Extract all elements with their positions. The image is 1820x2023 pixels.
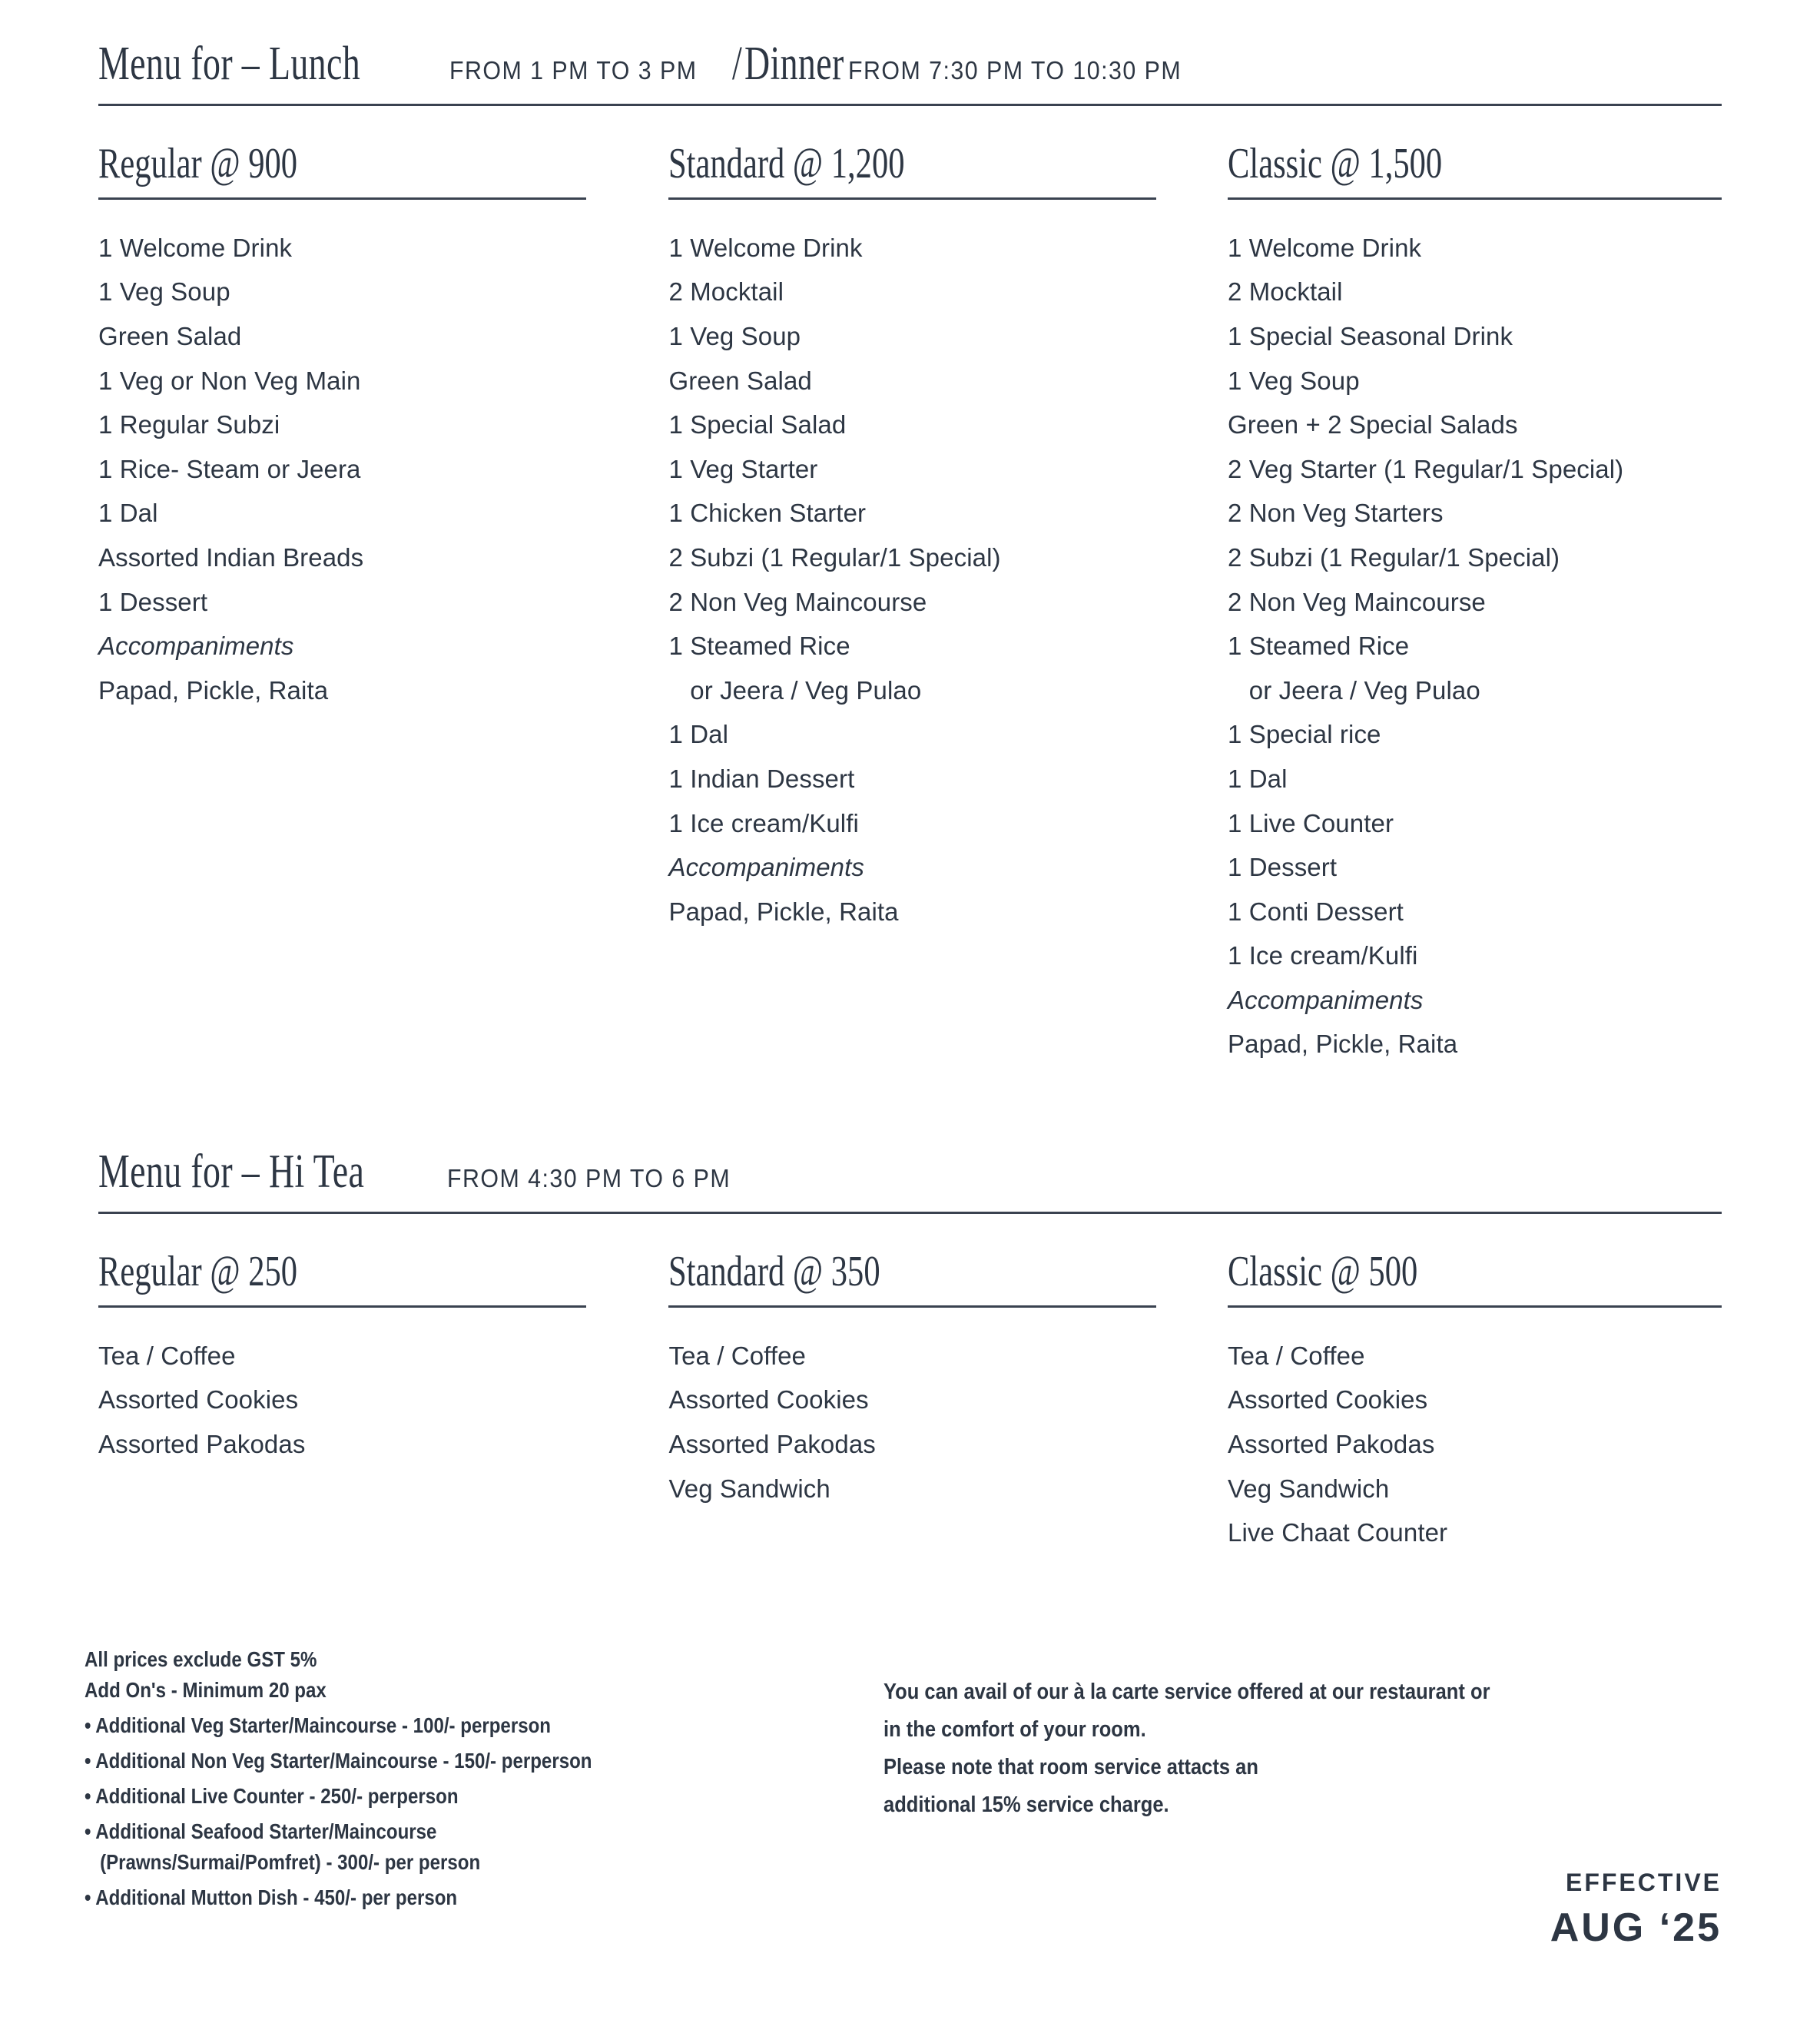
menu-item: 1 Veg or Non Veg Main bbox=[98, 366, 361, 395]
menu-item: 1 Conti Dessert bbox=[1228, 897, 1404, 926]
hi-tea-title-regular: Regular @ 250 bbox=[98, 1248, 298, 1295]
footnotes-right bbox=[883, 1644, 1722, 1952]
menu-item: 2 Non Veg Maincourse bbox=[668, 587, 927, 616]
hi-tea-column-regular bbox=[98, 1249, 668, 1555]
effective-badge bbox=[883, 1867, 1722, 1952]
hi-tea-section bbox=[98, 1145, 1722, 1555]
menu-item: Veg Sandwich bbox=[668, 1474, 830, 1503]
menu-item: 1 Steamed Rice bbox=[668, 632, 850, 661]
menu-item: 2 Veg Starter (1 Regular/1 Special) bbox=[1228, 454, 1624, 483]
footnote-line: • Additional Non Veg Starter/Maincourse - 150/- perperson bbox=[85, 1749, 592, 1773]
menu-item: Green Salad bbox=[98, 321, 242, 350]
section-divider bbox=[98, 1212, 1722, 1214]
menu-item: Live Chaat Counter bbox=[1228, 1518, 1448, 1547]
tier-divider bbox=[668, 197, 1156, 200]
dinner-heading-script: Dinner bbox=[744, 38, 844, 90]
menu-item: 2 Non Veg Starters bbox=[1228, 499, 1444, 528]
menu-item: 2 Subzi (1 Regular/1 Special) bbox=[668, 542, 1001, 572]
menu-item: 1 Dessert bbox=[98, 587, 208, 616]
menu-item: 1 Dal bbox=[668, 720, 729, 749]
tier-items-classic bbox=[1228, 226, 1722, 1066]
menu-item: 1 Rice- Steam or Jeera bbox=[98, 454, 361, 483]
footnote-line: All prices exclude GST 5% bbox=[85, 1647, 317, 1671]
tier-column-classic bbox=[1228, 141, 1722, 1066]
menu-item: 2 Mocktail bbox=[1228, 277, 1343, 307]
menu-item: Assorted Pakodas bbox=[98, 1429, 306, 1458]
menu-item: 1 Steamed Rice bbox=[1228, 632, 1410, 661]
menu-item: Assorted Cookies bbox=[668, 1385, 869, 1414]
hi-tea-title-standard: Standard @ 350 bbox=[668, 1248, 881, 1295]
effective-value: AUG ‘25 bbox=[1550, 1905, 1722, 1950]
menu-item: 1 Welcome Drink bbox=[98, 233, 293, 262]
section-divider bbox=[98, 104, 1722, 106]
footnote-line: • Additional Mutton Dish - 450/- per person bbox=[85, 1885, 458, 1909]
menu-item: Assorted Pakodas bbox=[668, 1429, 876, 1458]
lunch-dinner-heading bbox=[98, 37, 1722, 91]
lunch-heading-script: Menu for – Lunch bbox=[98, 38, 361, 90]
menu-item: Tea / Coffee bbox=[98, 1341, 236, 1370]
hi-tea-items-standard bbox=[668, 1334, 1228, 1511]
tier-divider bbox=[98, 197, 586, 200]
menu-item: Assorted Indian Breads bbox=[98, 542, 364, 572]
menu-item-accompaniments: Accompaniments bbox=[1228, 985, 1424, 1014]
hi-tea-column-standard bbox=[668, 1249, 1228, 1555]
menu-item: 1 Chicken Starter bbox=[668, 499, 867, 528]
hi-tea-items-regular bbox=[98, 1334, 668, 1467]
tier-column-standard bbox=[668, 141, 1228, 1066]
menu-item: Assorted Cookies bbox=[1228, 1385, 1428, 1414]
menu-item: 2 Mocktail bbox=[668, 277, 784, 307]
service-note-line: additional 15% service charge. bbox=[883, 1793, 1169, 1817]
footnotes bbox=[85, 1644, 1722, 1952]
menu-item: 1 Special Seasonal Drink bbox=[1228, 321, 1513, 350]
hi-tea-heading bbox=[98, 1145, 1722, 1199]
menu-item: 1 Regular Subzi bbox=[98, 410, 280, 439]
menu-item: Veg Sandwich bbox=[1228, 1474, 1390, 1503]
footnote-line: Add On's - Minimum 20 pax bbox=[85, 1678, 327, 1702]
menu-item-accompaniments: Accompaniments bbox=[98, 632, 294, 661]
menu-item: 1 Dal bbox=[98, 499, 158, 528]
menu-item: 1 Special Salad bbox=[668, 410, 847, 439]
menu-item: Tea / Coffee bbox=[1228, 1341, 1365, 1370]
hi-tea-items-classic bbox=[1228, 1334, 1722, 1555]
hi-tea-heading-script: Menu for – Hi Tea bbox=[98, 1146, 365, 1198]
menu-item: 1 Indian Dessert bbox=[668, 764, 855, 793]
footnote-line: (Prawns/Surmai/Pomfret) - 300/- per person bbox=[85, 1850, 481, 1874]
service-note-line: You can avail of our à la carte service offered at our restaurant or bbox=[883, 1680, 1490, 1704]
effective-label: EFFECTIVE bbox=[1565, 1869, 1722, 1896]
tier-column-regular bbox=[98, 141, 668, 1066]
menu-item: 1 Veg Soup bbox=[1228, 366, 1360, 395]
menu-item: Papad, Pickle, Raita bbox=[1228, 1030, 1458, 1059]
menu-item-continuation: or Jeera / Veg Pulao bbox=[1228, 675, 1480, 705]
menu-item: 1 Dal bbox=[1228, 764, 1288, 793]
footnote-line: • Additional Live Counter - 250/- perperson bbox=[85, 1784, 459, 1808]
hi-tea-title-classic: Classic @ 500 bbox=[1228, 1248, 1418, 1295]
lunch-dinner-section bbox=[98, 37, 1722, 1066]
menu-item: 1 Veg Soup bbox=[668, 321, 801, 350]
menu-item: 1 Welcome Drink bbox=[668, 233, 863, 262]
tier-items-regular bbox=[98, 226, 668, 713]
tier-title-classic: Classic @ 1,500 bbox=[1228, 140, 1443, 187]
hi-tea-column-classic bbox=[1228, 1249, 1722, 1555]
tier-divider bbox=[668, 1305, 1156, 1308]
menu-item: 1 Veg Starter bbox=[668, 454, 818, 483]
footnote-line: • Additional Veg Starter/Maincourse - 100/- perperson bbox=[85, 1713, 552, 1737]
hi-tea-tiers bbox=[98, 1249, 1722, 1555]
menu-item: Assorted Cookies bbox=[98, 1385, 299, 1414]
menu-item: Green Salad bbox=[668, 366, 812, 395]
menu-item: Papad, Pickle, Raita bbox=[668, 897, 899, 926]
lunch-heading-time: FROM 1 PM TO 3 PM bbox=[449, 56, 698, 85]
menu-item: 1 Ice cream/Kulfi bbox=[668, 808, 859, 837]
menu-item: 2 Non Veg Maincourse bbox=[1228, 587, 1486, 616]
hi-tea-heading-time: FROM 4:30 PM TO 6 PM bbox=[446, 1164, 731, 1192]
menu-item-continuation: or Jeera / Veg Pulao bbox=[668, 675, 922, 705]
service-note-line: Please note that room service attacts an bbox=[883, 1755, 1258, 1779]
menu-item: 2 Subzi (1 Regular/1 Special) bbox=[1228, 542, 1560, 572]
footnote-line: • Additional Seafood Starter/Maincourse bbox=[85, 1819, 437, 1843]
tier-divider bbox=[98, 1305, 586, 1308]
tier-title-standard: Standard @ 1,200 bbox=[668, 140, 905, 187]
menu-item: 1 Ice cream/Kulfi bbox=[1228, 941, 1418, 970]
tier-divider bbox=[1228, 1305, 1722, 1308]
menu-item: 1 Veg Soup bbox=[98, 277, 230, 307]
menu-item: Tea / Coffee bbox=[668, 1341, 807, 1370]
menu-item: 1 Welcome Drink bbox=[1228, 233, 1422, 262]
tier-divider bbox=[1228, 197, 1722, 200]
tier-title-regular: Regular @ 900 bbox=[98, 140, 298, 187]
menu-item: 1 Special rice bbox=[1228, 720, 1381, 749]
dinner-heading-time: FROM 7:30 PM TO 10:30 PM bbox=[848, 56, 1182, 85]
menu-item: 1 Live Counter bbox=[1228, 808, 1394, 837]
service-note-line: in the comfort of your room. bbox=[883, 1717, 1146, 1742]
lunch-dinner-tiers bbox=[98, 141, 1722, 1066]
menu-item: 1 Dessert bbox=[1228, 853, 1338, 882]
tier-items-standard bbox=[668, 226, 1228, 934]
menu-item: Papad, Pickle, Raita bbox=[98, 675, 329, 705]
heading-separator: / bbox=[732, 38, 743, 90]
menu-item: Assorted Pakodas bbox=[1228, 1429, 1435, 1458]
menu-item: Green + 2 Special Salads bbox=[1228, 410, 1518, 439]
footnotes-left bbox=[85, 1644, 883, 1952]
menu-item-accompaniments: Accompaniments bbox=[668, 853, 864, 882]
